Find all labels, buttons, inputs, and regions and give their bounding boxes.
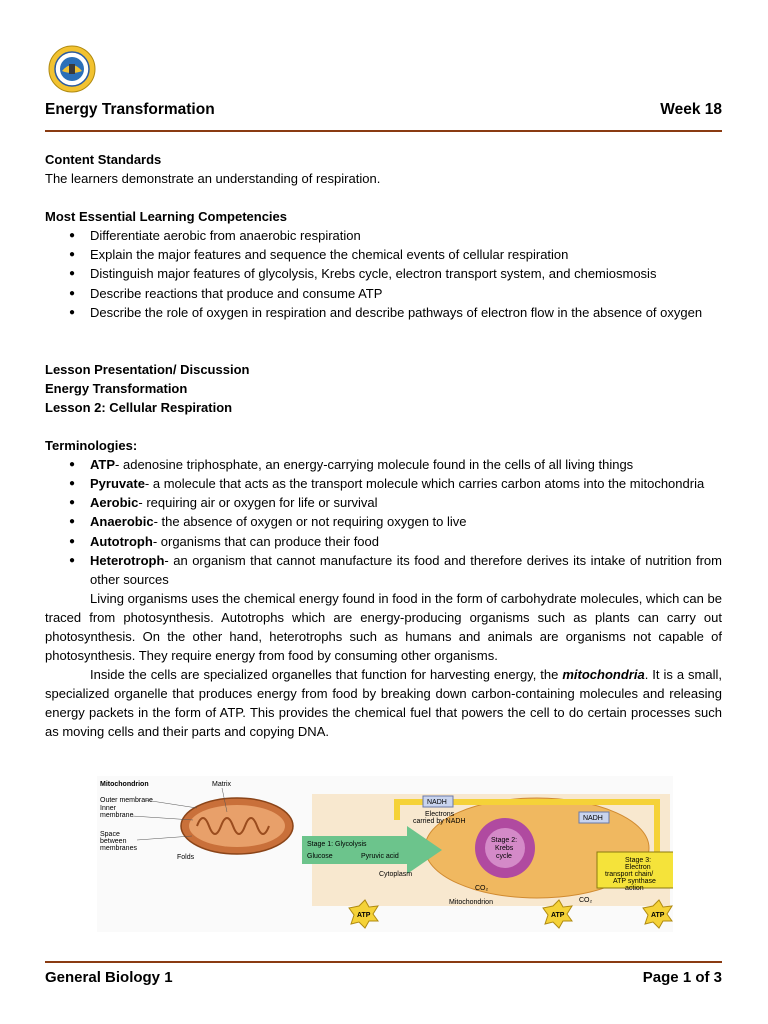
melc-heading: Most Essential Learning Competencies xyxy=(45,209,288,225)
melc-item: ● Explain the major features and sequence the chemical events of cellular respiration xyxy=(45,245,722,264)
label-stage3-3: transport chain/ xyxy=(605,871,654,878)
lesson-topic: Energy Transformation xyxy=(45,380,188,396)
melc-item: ● Differentiate aerobic from anaerobic respiration xyxy=(45,226,722,245)
label-stage3-1: Stage 3: xyxy=(625,857,652,864)
label-nadh-right: NADH xyxy=(583,815,603,822)
label-stage3-5: action xyxy=(625,885,644,892)
paragraph-energy-sources: Living organisms uses the chemical energy found in food in the form of carbohydrate molecules, which can be traced from photosynthesis. Autotrophs which are energy-producing organisms such as plants can carry out photosynthesis. On the other hand, heterotrophs such as humans and animals are organisms not capable of photosynthesis. They require energy from food by consuming other organisms. xyxy=(45,590,722,664)
header-divider xyxy=(45,130,722,132)
content-standards-heading: Content Standards xyxy=(45,152,162,167)
term-item xyxy=(45,455,722,474)
terminologies-list xyxy=(45,455,722,589)
melc-list xyxy=(45,226,722,321)
content-standards-text: The learners demonstrate an understanding of respiration. xyxy=(45,171,381,187)
label-atp: ATP xyxy=(551,912,565,919)
document-body xyxy=(45,150,722,742)
label-stage2-1: Stage 2: xyxy=(491,837,518,844)
term-item xyxy=(45,512,722,531)
label-stage2-3: cycle xyxy=(496,853,512,860)
page-footer xyxy=(45,969,722,986)
page-header xyxy=(45,101,722,119)
label-co2-right: CO₂ xyxy=(579,897,593,904)
paragraph-mitochondria xyxy=(45,665,722,741)
term: Pyruvate xyxy=(90,476,145,492)
emphasis-mitochondria: mitochondria xyxy=(562,667,645,683)
label-space-2: between xyxy=(100,838,127,845)
label-outer-membrane: Outer membrane xyxy=(100,797,153,804)
paragraph-text: . It is a small, specialized organelle that produces energy from food by breaking down carbon-containing molecules and releasing energy packets in the form of ATP. This provides the chemical fuel that powers the cell to do certain processes such as moving cells and their parts and copying DNA. xyxy=(45,667,722,740)
term: Anaerobic xyxy=(90,514,154,530)
term: Autotroph xyxy=(90,533,153,549)
label-atp: ATP xyxy=(357,912,371,919)
header-title: Energy Transformation xyxy=(45,101,215,118)
label-electrons-2: carried by NADH xyxy=(413,818,466,825)
terminologies-heading: Terminologies: xyxy=(45,438,138,454)
label-atp: ATP xyxy=(651,912,665,919)
header-week: Week 18 xyxy=(660,101,722,118)
label-inner-membrane-1: Inner xyxy=(100,805,116,812)
lesson-title: Lesson 2: Cellular Respiration xyxy=(45,399,233,415)
label-cytoplasm: Cytoplasm xyxy=(379,871,413,878)
paragraph-text: Inside the cells are specialized organelles that function for harvesting energy, the xyxy=(90,667,563,683)
term-definition: - a molecule that acts as the transport molecule which carries carbon atoms into the mitochondria xyxy=(144,476,705,492)
melc-item: ● Describe the role of oxygen in respiration and describe pathways of electron flow in the absence of oxygen xyxy=(45,303,722,322)
label-co2-left: CO₂ xyxy=(475,885,489,892)
label-space-1: Space xyxy=(100,831,120,838)
footer-subject: General Biology 1 xyxy=(45,969,173,986)
term-definition: - adenosine triphosphate, an energy-carrying molecule found in the cells of all living things xyxy=(115,457,634,473)
school-seal-logo xyxy=(48,45,96,93)
melc-item: ● Describe reactions that produce and consume ATP xyxy=(45,284,722,303)
electron-transport-box xyxy=(597,852,673,892)
term: ATP xyxy=(90,457,116,473)
term-definition: - organisms that can produce their food xyxy=(152,533,379,549)
term-item xyxy=(45,474,722,493)
label-glucose: Glucose xyxy=(307,853,333,860)
cellular-respiration-diagram xyxy=(97,776,673,932)
label-inner-membrane-2: membrane xyxy=(100,812,134,819)
melc-item: ● Distinguish major features of glycolysis, Krebs cycle, electron transport system, and chemiosmosis xyxy=(45,264,722,283)
mitochondrion-illustration xyxy=(132,788,293,854)
term: Heterotroph xyxy=(90,552,165,568)
label-stage3-4: ATP synthase xyxy=(613,878,656,885)
footer-page-number: Page 1 of 3 xyxy=(642,969,722,986)
lesson-heading: Lesson Presentation/ Discussion xyxy=(45,361,250,377)
label-mitochondrion-title: Mitochondrion xyxy=(100,781,149,788)
label-stage3-2: Electron xyxy=(625,864,651,871)
term-definition: - requiring air or oxygen for life or survival xyxy=(138,495,378,511)
label-folds: Folds xyxy=(177,854,195,861)
term-item xyxy=(45,551,722,589)
label-space-3: membranes xyxy=(100,845,137,852)
label-stage1: Stage 1: Glycolysis xyxy=(307,841,367,848)
term: Aerobic xyxy=(90,495,139,511)
label-electrons-1: Electrons xyxy=(425,811,455,818)
label-mitochondrion: Mitochondrion xyxy=(449,899,493,906)
krebs-cycle xyxy=(475,818,535,878)
label-pyruvic-acid: Pyruvic acid xyxy=(361,853,399,860)
term-definition: - an organism that cannot manufacture its food and therefore derives its intake of nutrition from other sources xyxy=(90,552,722,587)
term-definition: - the absence of oxygen or not requiring oxygen to live xyxy=(153,514,467,530)
term-item xyxy=(45,532,722,551)
footer-divider xyxy=(45,961,722,963)
label-matrix: Matrix xyxy=(212,781,232,788)
label-stage2-2: Krebs xyxy=(495,845,514,852)
term-item xyxy=(45,493,722,512)
label-nadh-top: NADH xyxy=(427,799,447,806)
